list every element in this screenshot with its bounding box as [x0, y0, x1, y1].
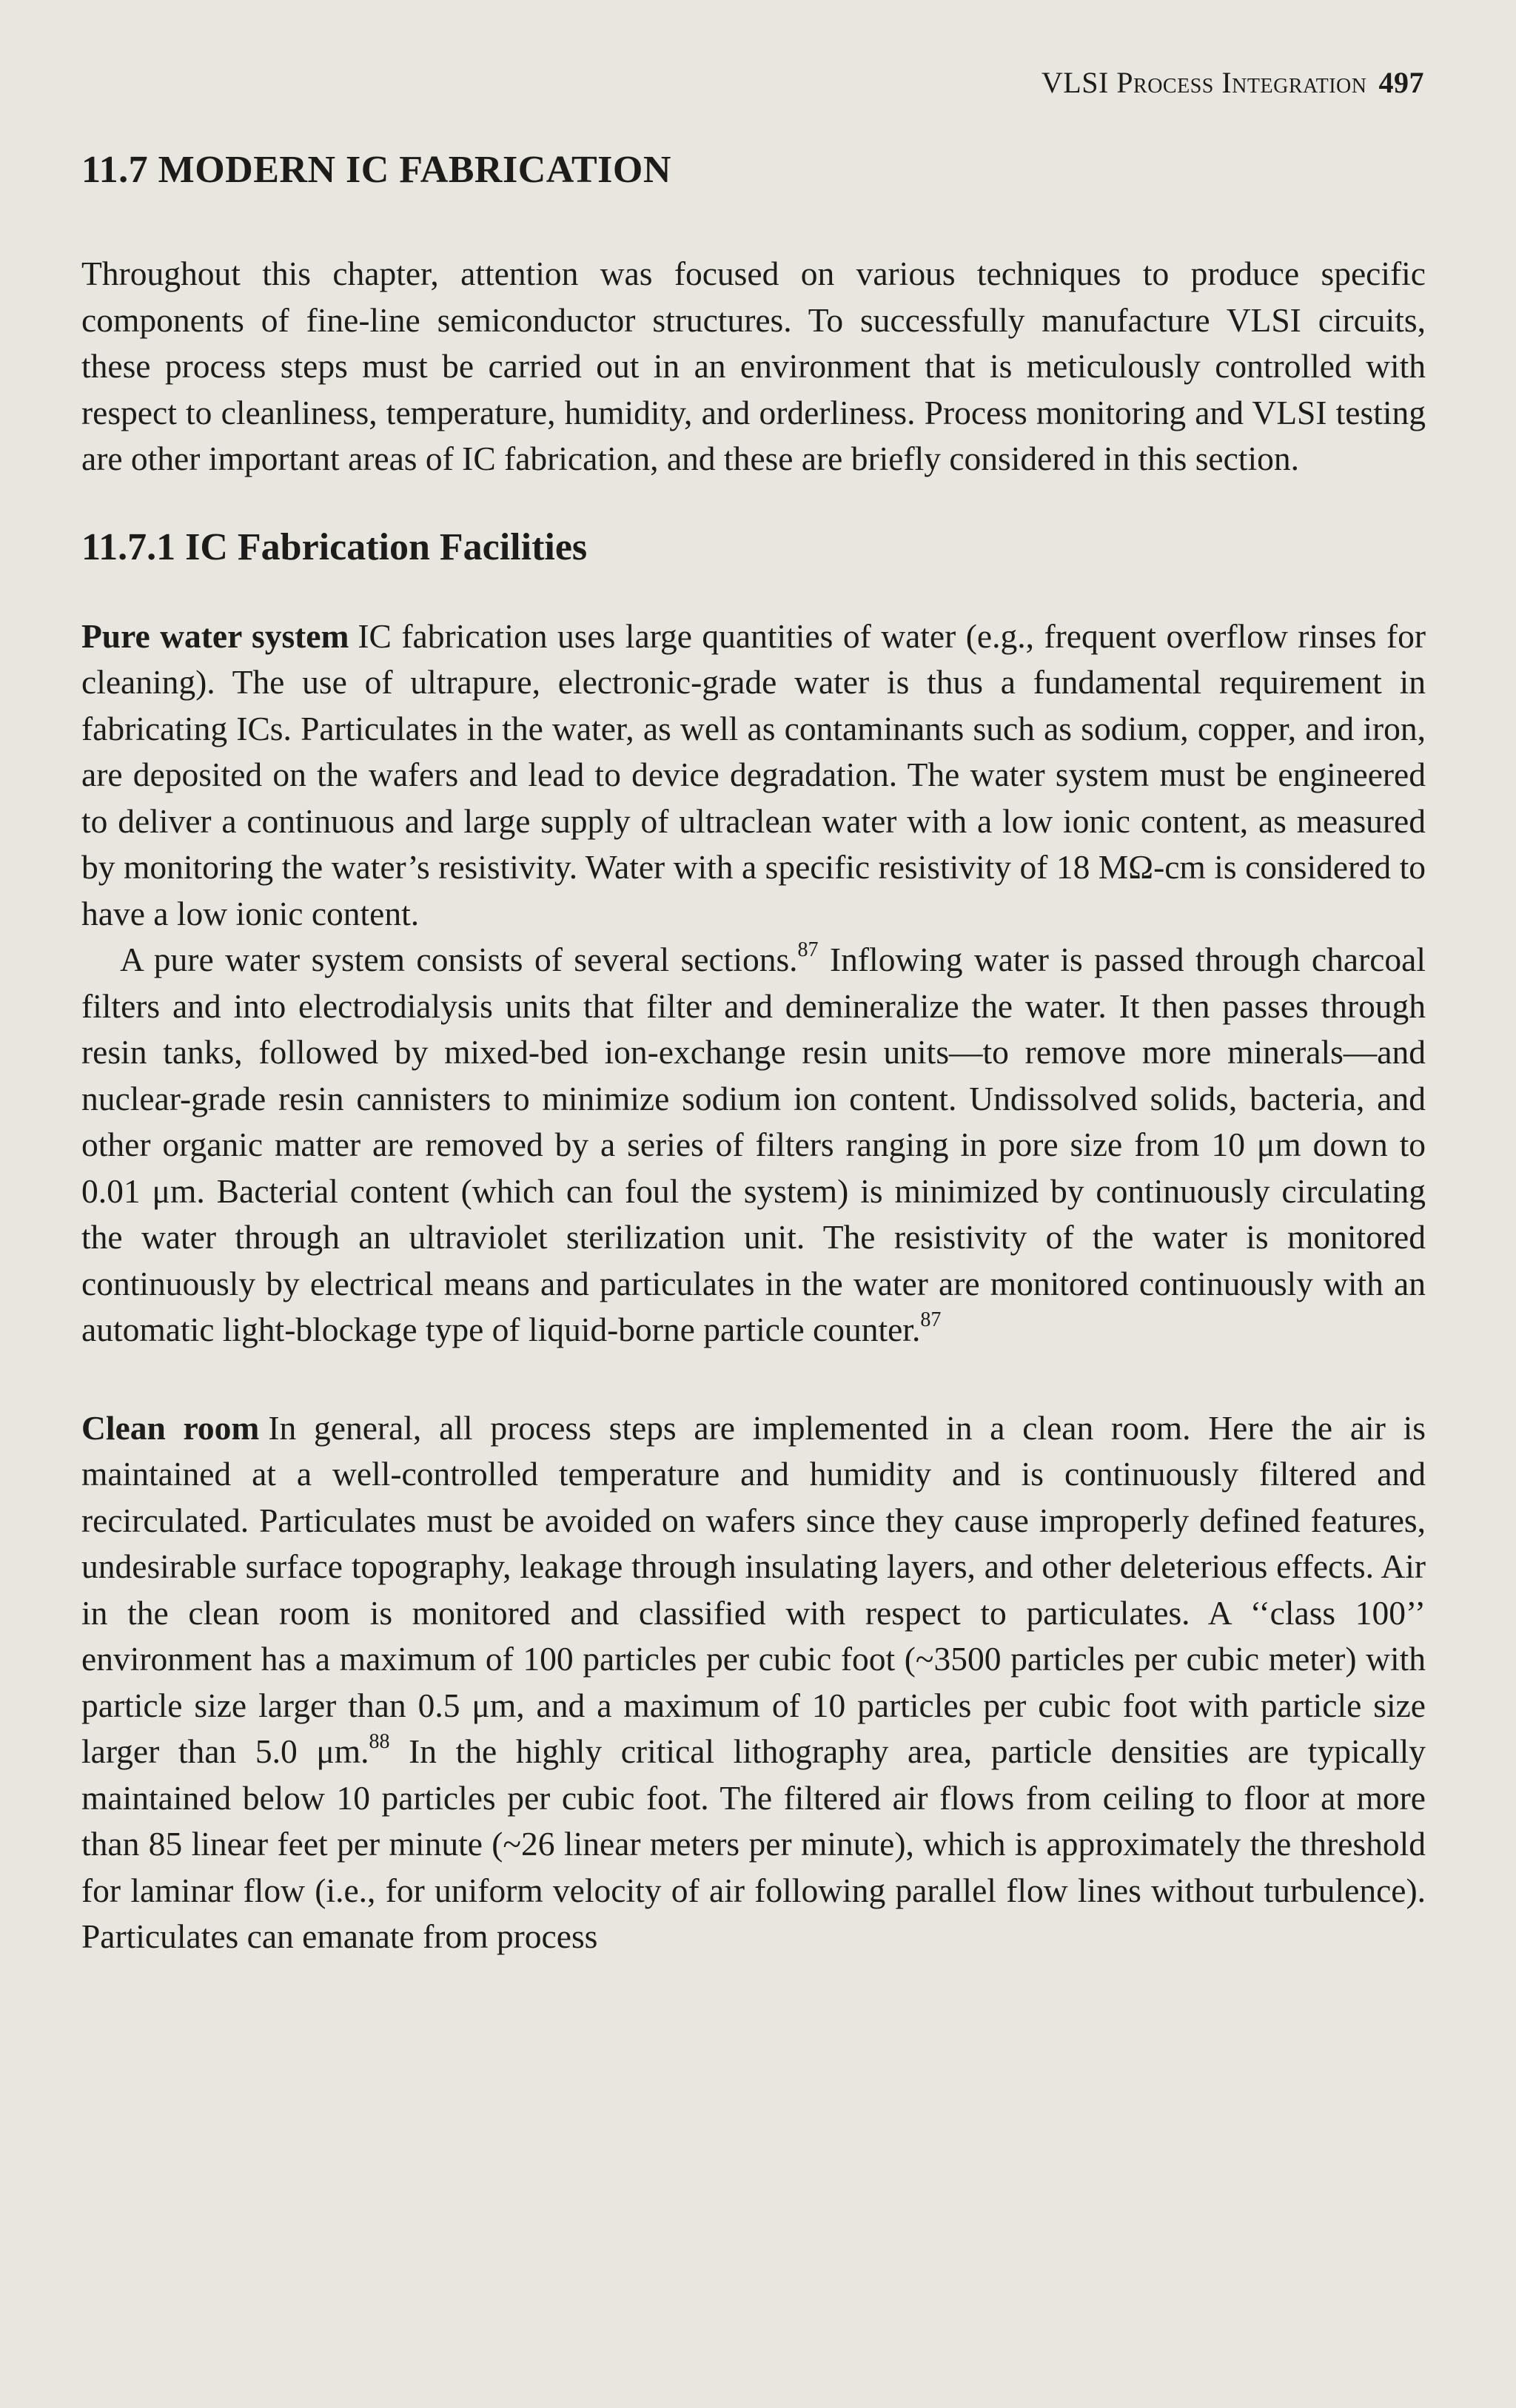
pure-water-system-text-a: A pure water system consists of several sections. [120, 941, 798, 978]
footnote-ref: 88 [369, 1730, 390, 1753]
clean-room-text-b: In the highly critical lithography area, particle densities are typically maintained below 10 particles per cubic foot. The filtered air flows from ceiling to floor at more than 85 linear feet per minute (~26 linear meters per minute), which is approximately the threshold for laminar flow (i.e., for uniform velocity of air following parallel flow lines without turbulence). Particulates can emanate from process [81, 1732, 1426, 1955]
page-content [81, 148, 1426, 1960]
section-heading: 11.7 MODERN IC FABRICATION [81, 149, 671, 191]
footnote-ref: 87 [920, 1308, 942, 1331]
running-head-title: VLSI Process Integration [1041, 66, 1367, 99]
clean-room-paragraph [81, 1405, 1426, 1960]
running-head [1042, 65, 1424, 100]
pure-water-system-text-b: Inflowing water is passed through charcoal filters and into electrodialysis units that filter and demineralize the water. It then passes through resin tanks, followed by mixed-bed ion-exchange resin units—to remove more minerals—and nuclear-grade resin cannisters to minimize sodium ion content. Undissolved solids, bacteria, and other organic matter are removed by a series of filters ranging in pore size from 10 μm down to 0.01 μm. Bacterial content (which can foul the system) is minimized by continuously circulating the water through an ultraviolet sterilization unit. The resistivity of the water is monitored continuously by electrical means and particulates in the water are monitored continuously with an automatic light-blockage type of liquid-borne particle counter. [81, 941, 1426, 1348]
pure-water-paragraph [81, 613, 1426, 938]
page-number: 497 [1378, 66, 1424, 99]
pure-water-runin-heading: Pure water system [81, 616, 349, 655]
pure-water-system-paragraph [81, 937, 1426, 1353]
clean-room-text-a: In general, all process steps are implemented in a clean room. Here the air is maintained at a well-controlled temperature and humidity and is continuously filtered and recirculated. Particulates must be avoided on wafers since they cause improperly defined features, undesirable surface topography, leakage through insulating layers, and other deleterious effects. Air in the clean room is monitored and classified with respect to particulates. A ‘‘class 100’’ environment has a maximum of 100 particles per cubic foot (~3500 particles per cubic meter) with particle size larger than 0.5 μm, and a maximum of 10 particles per cubic foot with particle size larger than 5.0 μm. [81, 1408, 1426, 1770]
pure-water-text: IC fabrication uses large quantities of water (e.g., frequent overflow rinses for cleaning). The use of ultrapure, electronic-grade water is thus a fundamental requirement in fabricating ICs. Particulates in the water, as well as contaminants such as sodium, copper, and iron, are deposited on the wafers and lead to device degradation. The water system must be engineered to deliver a continuous and large supply of ultraclean water with a low ionic content, as measured by monitoring the water’s resistivity. Water with a specific resistivity of 18 MΩ-cm is considered to have a low ionic content. [81, 616, 1426, 932]
subsection-heading: 11.7.1 IC Fabrication Facilities [81, 525, 588, 568]
footnote-ref: 87 [797, 938, 819, 961]
clean-room-runin-heading: Clean room [81, 1408, 260, 1447]
section-intro-paragraph: Throughout this chapter, attention was focused on various techniques to produce specific components of fine-line semiconductor structures. To successfully manufacture VLSI circuits, these process steps must be carried out in an environment that is meticulously controlled with respect to cleanliness, temperature, humidity, and orderliness. Process monitoring and VLSI testing are other important areas of IC fabrication, and these are briefly considered in this section. [81, 255, 1426, 477]
